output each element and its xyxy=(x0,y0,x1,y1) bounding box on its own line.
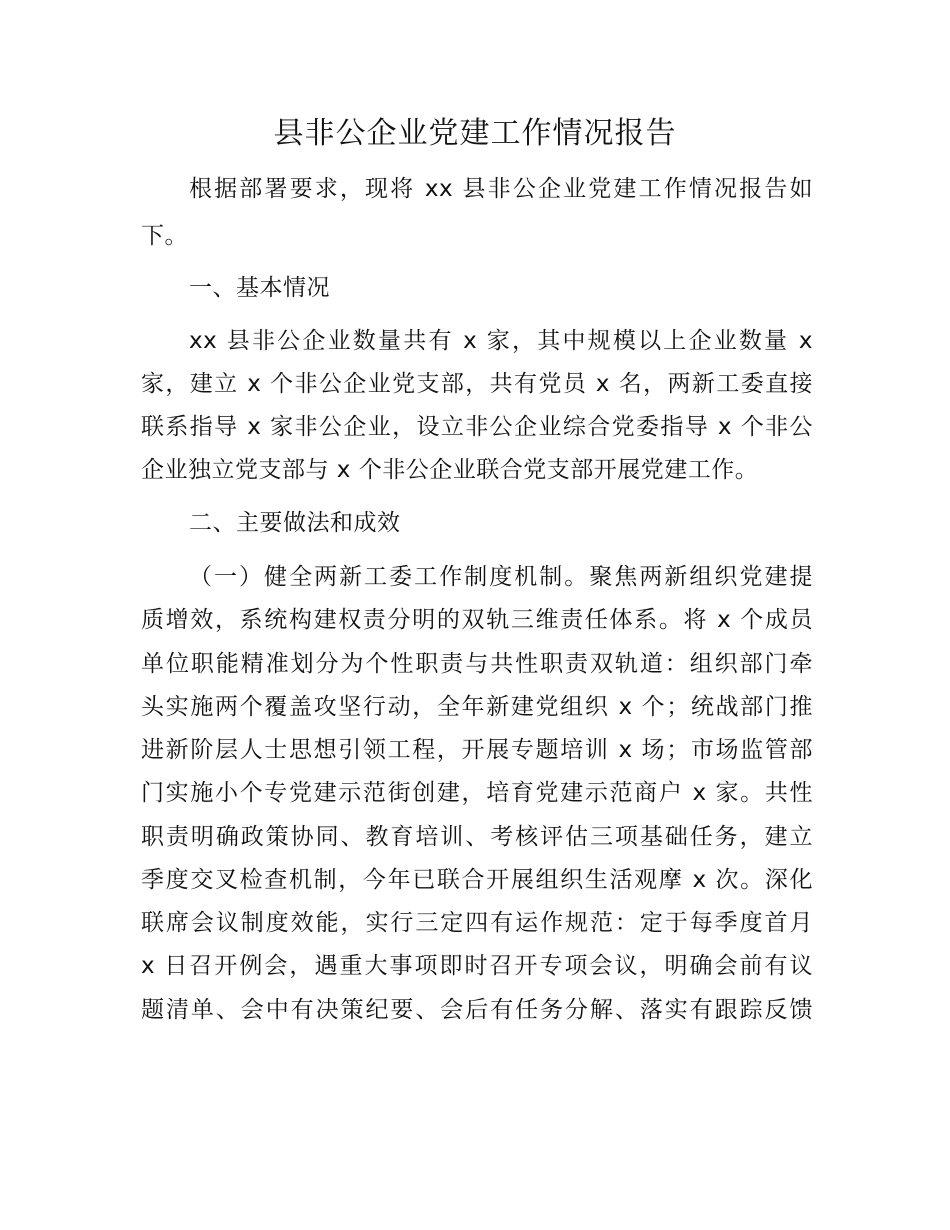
paragraph-line: 质增效，系统构建权责分明的双轨三维责任体系。将 x 个成员 xyxy=(141,607,813,633)
paragraph-line: 企业独立党支部与 x 个非公企业联合党支部开展党建工作。 xyxy=(141,457,759,483)
paragraph-line: 门实施小个专党建示范街创建，培育党建示范商户 x 家。共性 xyxy=(141,780,813,806)
paragraph-line: x 日召开例会，遇重大事项即时召开专项会议，明确会前有议 xyxy=(141,953,813,979)
paragraph-line: 下。 xyxy=(141,223,188,249)
section-heading: 一、基本情况 xyxy=(189,275,330,301)
paragraph-line: 联系指导 x 家非公企业，设立非公企业综合党委指导 x 个非公 xyxy=(141,414,813,440)
paragraph-line: xx 县非公企业数量共有 x 家，其中规模以上企业数量 x xyxy=(189,328,813,354)
document-title: 县非公企业党建工作情况报告 xyxy=(273,116,677,151)
paragraph-line: 季度交叉检查机制，今年已联合开展组织生活观摩 x 次。深化 xyxy=(141,867,813,893)
paragraph-line: 家，建立 x 个非公企业党支部，共有党员 x 名，两新工委直接 xyxy=(141,371,813,397)
paragraph-line: 联席会议制度效能，实行三定四有运作规范：定于每季度首月 xyxy=(141,910,813,936)
paragraph-line: 进新阶层人士思想引领工程，开展专题培训 x 场；市场监管部 xyxy=(141,737,813,763)
paragraph-line: 根据部署要求，现将 xx 县非公企业党建工作情况报告如 xyxy=(189,176,813,202)
paragraph-line: 头实施两个覆盖攻坚行动，全年新建党组织 x 个；统战部门推 xyxy=(141,694,813,720)
paragraph-line: 职责明确政策协同、教育培训、考核评估三项基础任务，建立 xyxy=(141,824,813,850)
section-heading: 二、主要做法和成效 xyxy=(189,510,401,536)
paragraph-line: 题清单、会中有决策纪要、会后有任务分解、落实有跟踪反馈 xyxy=(141,997,813,1023)
paragraph-line: 单位职能精准划分为个性职责与共性职责双轨道：组织部门牵 xyxy=(141,651,813,677)
paragraph-line: （一）健全两新工委工作制度机制。聚焦两新组织党建提 xyxy=(189,564,813,590)
